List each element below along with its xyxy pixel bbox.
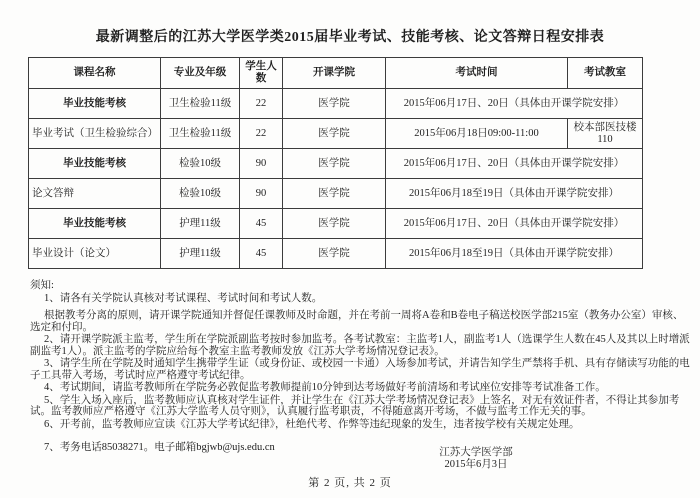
column-header: 考试教室 <box>568 58 643 89</box>
table-row <box>29 209 643 239</box>
note-item: 7、考务电话85038271。电子邮箱bgjwb@ujs.edu.cn <box>44 442 275 453</box>
table-cell: 2015年06月17日、20日（具体由开课学院安排） <box>386 209 643 239</box>
table-row <box>29 89 643 119</box>
table-row <box>29 149 643 179</box>
exam-schedule-table <box>28 57 643 269</box>
table-cell: 护理11级 <box>161 209 240 239</box>
document-title: 最新调整后的江苏大学医学类2015届毕业考试、技能考核、论文答辩日程安排表 <box>95 30 605 45</box>
table-cell: 毕业设计（论文） <box>29 239 161 269</box>
table-cell: 22 <box>240 119 283 149</box>
table-cell: 医学院 <box>283 179 386 209</box>
table-cell: 2015年06月17日、20日（具体由开课学院安排） <box>386 149 643 179</box>
table-cell: 护理11级 <box>161 239 240 269</box>
table-cell: 2015年06月18至19日（具体由开课学院安排） <box>386 179 643 209</box>
signature-organization: 江苏大学医学部 <box>439 447 513 458</box>
table-cell: 2015年06月18至19日（具体由开课学院安排） <box>386 239 643 269</box>
table-cell: 90 <box>240 179 283 209</box>
table-cell: 毕业技能考核 <box>29 89 161 119</box>
column-header: 开课学院 <box>283 58 386 89</box>
table-cell: 检验10级 <box>161 149 240 179</box>
table-row <box>29 239 643 269</box>
signature-block <box>419 447 533 471</box>
table-cell: 22 <box>240 89 283 119</box>
table-cell: 医学院 <box>283 149 386 179</box>
table-cell: 论文答辩 <box>29 179 161 209</box>
column-header: 学生人数 <box>240 58 283 89</box>
table-row <box>29 119 643 149</box>
table-cell: 90 <box>240 149 283 179</box>
table-cell: 校本部医技楼110 <box>568 119 643 149</box>
table-cell: 毕业考试（卫生检验综合） <box>29 119 161 149</box>
table-cell: 45 <box>240 239 283 269</box>
note-item: 4、考试期间，请监考教师所在学院务必敦促监考教师提前10分钟到达考场做好考前清场和考试座位安排等考试准备工作。 <box>44 382 606 393</box>
notes-list <box>30 293 692 454</box>
table-cell: 毕业技能考核 <box>29 149 161 179</box>
note-item: 2、请开课学院派主监考，学生所在学院派副监考按时参加监考。各考试教室：主监考1人，副监考1人（选课学生人数在45人及其以上时增派副监考1人）。派主监考的学院应给每个教室主监考教师发放《江苏大学考场情况登记表》。 <box>30 334 690 357</box>
table-cell: 卫生检验11级 <box>161 119 240 149</box>
table-header-row <box>29 58 643 89</box>
table-cell: 45 <box>240 209 283 239</box>
table-cell: 2015年06月17日、20日（具体由开课学院安排） <box>386 89 643 119</box>
table-cell: 2015年06月18日09:00-11:00 <box>386 119 568 149</box>
note-item: 1、请各有关学院认真核对考试课程、考试时间和考试人数。 <box>44 292 323 304</box>
notes-label: 须知: <box>30 280 54 291</box>
note-item: 6、开考前，监考教师应宣读《江苏大学考试纪律》，杜绝代考、作弊等违纪现象的发生，违者按学校有关规定处理。 <box>44 418 580 430</box>
table-cell: 医学院 <box>283 239 386 269</box>
column-header: 课程名称 <box>29 58 161 89</box>
page-indicator: 第 2 页, 共 2 页 <box>308 477 392 489</box>
table-cell: 医学院 <box>283 119 386 149</box>
table-cell: 毕业技能考核 <box>29 209 161 239</box>
note-item: 5、学生入场入座后，监考教师应认真核对学生证件，并让学生在《江苏大学考场情况登记表》上签名，对无有效证件者，不得让其参加考试。监考教师应严格遵守《江苏大学监考人员守则》，认真履行监考职责，不得随意离开考场，不做与监考工作无关的事。 <box>30 394 680 417</box>
column-header: 专业及年级 <box>161 58 240 89</box>
table-cell: 检验10级 <box>161 179 240 209</box>
note-item: 根据教考分离的原则，请开课学院通知并督促任课教师及时命题，并在考前一周将A卷和B卷电子稿送校医学部215室（教务办公室）审核、选定和付印。 <box>30 310 684 333</box>
note-item: 3、请学生所在学院及时通知学生携带学生证（或身份证、或校园一卡通）入场参加考试，并请告知学生严禁将手机、具有存储读写功能的电子工具带入考场，考试时应严格遵守考试纪律。 <box>30 358 690 381</box>
column-header: 考试时间 <box>386 58 568 89</box>
table-cell: 医学院 <box>283 89 386 119</box>
table-cell: 卫生检验11级 <box>161 89 240 119</box>
signature-date: 2015年6月3日 <box>444 459 508 470</box>
table-row <box>29 179 643 209</box>
notes-section <box>30 280 692 455</box>
table-cell: 医学院 <box>283 209 386 239</box>
